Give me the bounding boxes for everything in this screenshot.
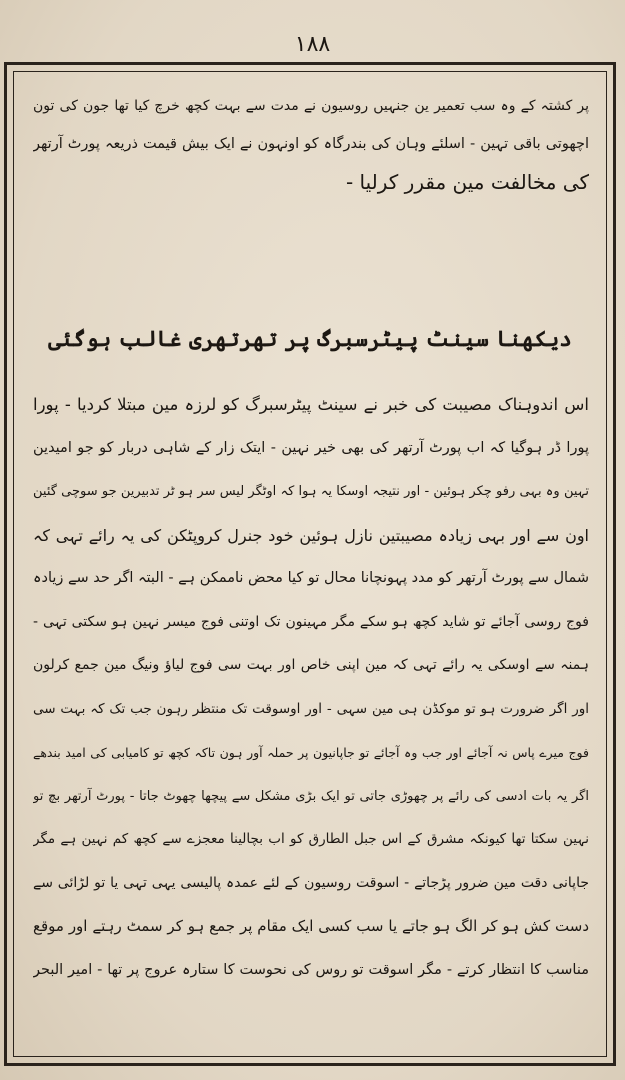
section-heading: دیکھنا سینٹ پیٹرسبرگ پر تھرتھری غالب ہوگئی [48, 327, 572, 352]
text-line: مناسب کا انتظار کرتے - مگر اسوقت تو روس کی نحوست کا ستارہ عروج پر تھا - امیر البحر [33, 961, 589, 978]
text-line: دست کش ہو کر الگ ہو جاتے یا سب کسی ایک مقام پر جمع ہو کر سمٹ رہتے اور موقع [33, 917, 589, 935]
text-line: تہین وہ بہی رفو چکر ہوئین - اور نتیجہ اوسکا یہ ہوا کہ اوٹگر لیس سر ہو ٹر تدبیرین جو سوچی گئین [33, 484, 589, 499]
text-line: پر کشتہ کے وہ سب تعمیر ین جنہیں روسیون نے مدت سے بہت کچھ خرچ کیا تھا جون کی تون [33, 98, 589, 114]
text-line: شمال سے پورٹ آرتھر کو مدد پہونچانا محال تو کیا محض ناممکن ہے - البتہ اگر حد سے زیادہ [33, 570, 589, 586]
text-line: نہین سکتا تھا کیونکہ مشرق کے اس جبل الطارق کو اب بچالینا معجزے سے کچھ کم نہین ہے مگر [33, 831, 589, 847]
text-line: جاپانی دقت مین ضرور پڑجاتے - اسوقت روسیون کے لئے عمدہ پالیسی یہی تہی یا تو لڑائی سے [33, 874, 589, 891]
text-line: فوج میرے پاس نہ آجائے اور جب وہ آجائے تو جاپانیون پر حملہ آور ہون تاکہ کچھ تو کامیابی کی امید بندھے [33, 745, 589, 760]
paragraph-2 [33, 383, 589, 992]
text-line: اس اندوہناک مصیبت کی خبر نے سینٹ پیٹرسبرگ کو لرزہ مین مبتلا کردیا - پورا [33, 395, 589, 414]
page-number: ۱۸۸ [294, 32, 331, 57]
paragraph-1 [33, 87, 589, 201]
text-line: اگر یہ بات ادسی کی رائے پر چھوڑی جاتی تو ایک بڑی مشکل سے پیچھا چھوٹ جاتا - پورٹ آرتھر بچ تو [33, 788, 589, 804]
text-frame [4, 62, 616, 1066]
text-line: کی مخالفت مین مقرر کرلیا - [345, 170, 589, 194]
text-line: پورا ڈر ہوگیا کہ اب پورٹ آرتھر کی بھی خیر نہین - ایتک زار کے شاہی دربار کو جو امیدین [33, 439, 589, 456]
text-line: اچھوتی باقی تہین - اسلئے وہان کی بندرگاہ کو اونہون نے ایک بیش قیمت ذریعہ پورٹ آرتھر [33, 136, 589, 152]
text-line: فوج روسی آجائے تو شاید کچھ ہو سکے مگر مہینون تک اوتنی فوج میسر نہین ہو سکتی تہی - [33, 613, 589, 630]
text-line: اور اگر ضرورت ہو تو موکڈن ہی مین سہی - اور اوسوقت تک منتظر رہون جب تک کہ بہت سی [33, 700, 589, 717]
text-line: ہمنہ سے اوسکی یہ رائے تہی کہ مین اپنی خاص اور بہت سی فوج لیاؤ ونیگ مین جمع کرلون [33, 657, 589, 673]
text-line: اون سے اور بہی زیادہ مصیبتین نازل ہوئین خود جنرل کروپٹکن کی یہ رائے تہی کہ [33, 525, 589, 545]
